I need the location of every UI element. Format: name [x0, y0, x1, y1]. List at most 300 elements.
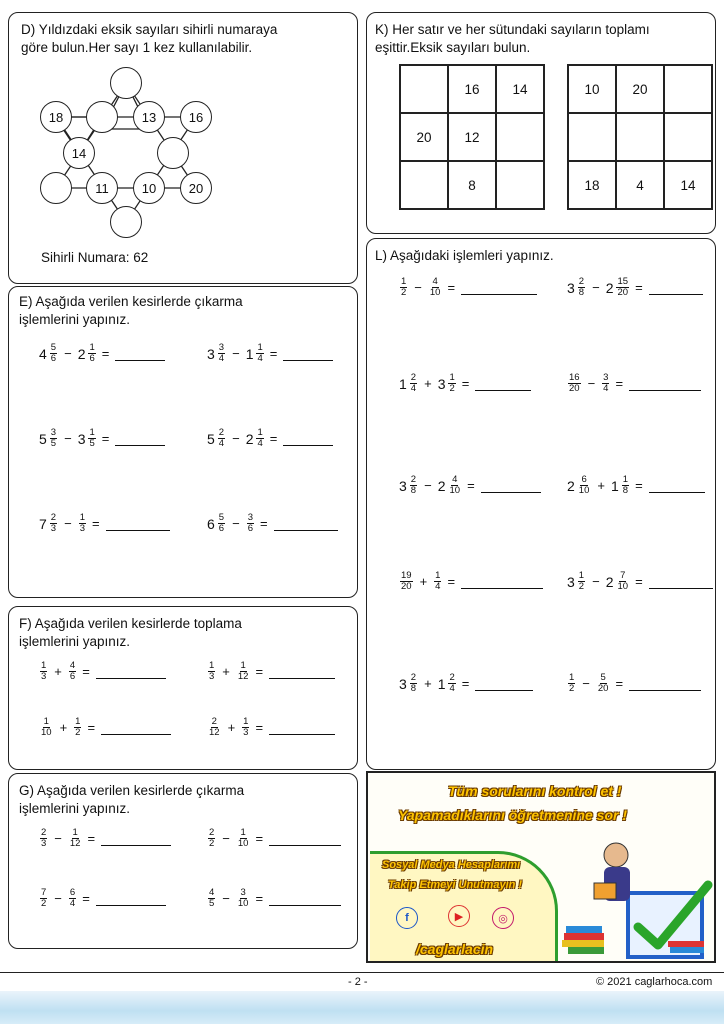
numerator: 6 — [581, 474, 587, 485]
grid-cell — [568, 113, 616, 161]
denominator: 8 — [578, 287, 585, 298]
panel-g-title: G) Aşağıda verilen kesirlerde çıkarma işlemlerini yapınız. — [19, 783, 245, 816]
fraction-problem — [567, 373, 701, 394]
operator: − — [592, 280, 600, 295]
whole-part: 5 — [207, 430, 215, 447]
social-handle[interactable]: /caglarlacin — [416, 941, 494, 957]
fraction — [448, 673, 455, 694]
numerator: 19 — [401, 570, 412, 581]
numerator: 2 — [211, 716, 217, 727]
fraction — [242, 717, 249, 738]
mixed-number — [428, 277, 443, 298]
mixed-number — [567, 673, 576, 694]
equals-sign: = — [101, 346, 110, 361]
answer-blank[interactable] — [269, 720, 335, 735]
fraction — [40, 717, 53, 738]
mixed-number — [611, 475, 630, 496]
equals-sign: = — [635, 574, 643, 589]
mixed-number — [39, 428, 58, 449]
magic-square-2 — [567, 64, 713, 210]
mixed-number — [399, 475, 418, 496]
operator: − — [587, 376, 596, 391]
facebook-icon[interactable]: f — [396, 907, 418, 929]
denominator: 12 — [209, 727, 220, 738]
star-node — [157, 137, 189, 169]
numerator: 7 — [41, 887, 47, 898]
whole-part: 2 — [605, 279, 614, 296]
mixed-number — [78, 428, 97, 449]
denominator: 2 — [569, 683, 575, 694]
numerator: 1 — [449, 372, 455, 383]
star-node: 14 — [63, 137, 95, 169]
grid-cell — [616, 113, 664, 161]
operator: − — [232, 431, 240, 446]
answer-blank[interactable] — [269, 891, 341, 906]
fraction-problem — [207, 717, 335, 738]
denominator: 2 — [209, 838, 215, 849]
answer-blank[interactable] — [96, 664, 166, 679]
equals-sign: = — [82, 891, 90, 906]
mixed-number — [73, 717, 82, 738]
mixed-number — [433, 571, 442, 592]
fraction — [616, 571, 629, 592]
mixed-number — [39, 717, 54, 738]
denominator: 6 — [89, 353, 95, 364]
fraction-problem — [207, 428, 333, 449]
fraction — [208, 888, 215, 909]
denominator: 3 — [50, 523, 57, 534]
whole-part: 5 — [39, 430, 47, 447]
fraction — [578, 571, 585, 592]
footer-decoration — [0, 991, 724, 1024]
mixed-number — [399, 571, 414, 592]
numerator: 3 — [218, 342, 225, 353]
denominator: 3 — [209, 671, 215, 682]
fraction-problem — [39, 828, 171, 849]
numerator: 2 — [50, 512, 57, 523]
mixed-number — [601, 373, 610, 394]
answer-blank[interactable] — [481, 478, 541, 493]
mixed-number — [207, 428, 226, 449]
denominator: 4 — [218, 438, 225, 449]
whole-part: 1 — [399, 375, 407, 392]
whole-part: 3 — [399, 477, 407, 494]
denominator: 8 — [410, 683, 417, 694]
fraction — [208, 661, 215, 682]
fraction — [622, 475, 629, 496]
numerator: 1 — [240, 827, 246, 838]
equals-sign: = — [269, 346, 278, 361]
fraction-problem — [39, 428, 165, 449]
fraction — [400, 571, 413, 592]
answer-blank[interactable] — [283, 431, 333, 446]
fraction — [400, 277, 407, 298]
fraction — [50, 513, 57, 534]
mixed-number — [39, 888, 48, 909]
denominator: 6 — [247, 523, 253, 534]
denominator: 12 — [69, 838, 81, 849]
denominator: 4 — [603, 383, 609, 394]
fraction — [247, 513, 254, 534]
operator: − — [64, 516, 72, 531]
whole-part: 2 — [245, 430, 254, 447]
fraction — [79, 513, 86, 534]
denominator: 2 — [449, 383, 455, 394]
mixed-number — [207, 513, 226, 534]
fraction-problem — [207, 661, 335, 682]
denominator: 8 — [622, 485, 629, 496]
numerator: 5 — [218, 512, 225, 523]
equals-sign: = — [447, 574, 456, 589]
operator: − — [64, 346, 72, 361]
fraction-problem — [399, 277, 537, 298]
denominator: 5 — [209, 898, 215, 909]
numerator: 1 — [72, 827, 78, 838]
fraction — [568, 673, 575, 694]
whole-part: 2 — [437, 477, 446, 494]
denominator: 4 — [410, 383, 417, 394]
equals-sign: = — [255, 831, 264, 846]
denominator: 5 — [89, 438, 95, 449]
answer-blank[interactable] — [115, 431, 165, 446]
fraction-problem — [39, 513, 170, 534]
panel-e-title: E) Aşağıda verilen kesirlerde çıkarma işlemlerini yapınız. — [19, 294, 243, 327]
mixed-number — [39, 513, 58, 534]
denominator: 10 — [237, 838, 249, 849]
answer-blank[interactable] — [269, 664, 335, 679]
fraction — [50, 343, 57, 364]
fraction — [602, 373, 609, 394]
denominator: 3 — [79, 523, 85, 534]
star-node: 13 — [133, 101, 165, 133]
denominator: 2 — [578, 581, 585, 592]
answer-blank[interactable] — [96, 891, 166, 906]
panel-l-title: L) Aşağıdaki işlemleri yapınız. — [375, 248, 554, 263]
equals-sign: = — [635, 478, 643, 493]
grid-cell — [496, 161, 544, 209]
numerator: 4 — [209, 887, 215, 898]
numerator: 2 — [449, 672, 455, 683]
equals-sign: = — [259, 516, 268, 531]
numerator: 4 — [69, 660, 76, 671]
answer-blank[interactable] — [649, 280, 703, 295]
star-node: 18 — [40, 101, 72, 133]
fraction — [237, 828, 250, 849]
panel-k-title: K) Her satır ve her sütundaki sayıların toplamı eşittir.Eksik sayıları bulun. — [375, 22, 650, 55]
numerator: 1 — [43, 716, 49, 727]
panel-d — [8, 12, 358, 284]
mixed-number — [438, 673, 457, 694]
numerator: 15 — [617, 276, 629, 287]
star-node: 20 — [180, 172, 212, 204]
numerator: 3 — [240, 887, 246, 898]
mixed-number — [246, 343, 265, 364]
answer-blank[interactable] — [649, 574, 713, 589]
grid-cell: 16 — [448, 65, 496, 113]
equals-sign: = — [635, 280, 643, 295]
equals-sign: = — [269, 431, 278, 446]
numerator: 5 — [50, 342, 57, 353]
grid-cell: 20 — [616, 65, 664, 113]
equals-sign: = — [447, 280, 456, 295]
operator: − — [222, 891, 230, 906]
denominator: 20 — [617, 287, 629, 298]
numerator: 16 — [569, 372, 580, 383]
mixed-number — [68, 661, 77, 682]
grid-cell: 14 — [664, 161, 712, 209]
answer-blank[interactable] — [461, 280, 537, 295]
mixed-number — [78, 513, 87, 534]
numerator: 1 — [257, 427, 263, 438]
mixed-number — [399, 277, 408, 298]
numerator: 3 — [50, 427, 57, 438]
answer-blank[interactable] — [274, 516, 338, 531]
fraction-problem — [207, 888, 341, 909]
fraction-problem — [39, 717, 171, 738]
mixed-number — [438, 373, 457, 394]
answer-blank[interactable] — [629, 376, 701, 391]
operator: − — [582, 676, 590, 691]
answer-blank[interactable] — [101, 720, 171, 735]
mixed-number — [246, 428, 265, 449]
operator: + — [54, 664, 62, 679]
denominator: 4 — [449, 683, 455, 694]
fraction-problem — [567, 475, 705, 496]
panel-l — [366, 238, 716, 770]
fraction — [410, 673, 417, 694]
numerator: 2 — [218, 427, 225, 438]
footer-rule — [0, 972, 724, 973]
star-node — [40, 172, 72, 204]
fraction — [237, 661, 250, 682]
denominator: 12 — [237, 671, 249, 682]
answer-blank[interactable] — [106, 516, 170, 531]
answer-blank[interactable] — [283, 346, 333, 361]
promo-banner — [366, 771, 716, 963]
numerator: 1 — [435, 570, 441, 581]
numerator: 1 — [240, 660, 246, 671]
denominator: 6 — [218, 523, 225, 534]
mixed-number — [236, 661, 251, 682]
fraction — [256, 343, 263, 364]
denominator: 20 — [569, 383, 580, 394]
mixed-number — [207, 717, 222, 738]
fraction — [410, 373, 417, 394]
mixed-number — [207, 343, 226, 364]
fraction — [40, 661, 47, 682]
answer-blank[interactable] — [115, 346, 165, 361]
mixed-number — [596, 673, 611, 694]
whole-part: 3 — [567, 279, 575, 296]
fraction — [88, 428, 95, 449]
grid-cell: 4 — [616, 161, 664, 209]
fraction — [410, 475, 417, 496]
answer-blank[interactable] — [629, 676, 701, 691]
social-line-2: Takip Etmeyi Unutmayın ! — [388, 879, 523, 891]
mixed-number — [68, 888, 77, 909]
denominator: 4 — [69, 898, 76, 909]
mixed-number — [39, 828, 48, 849]
equals-sign: = — [467, 478, 475, 493]
star-node: 16 — [180, 101, 212, 133]
denominator: 10 — [429, 287, 441, 298]
numerator: 2 — [41, 827, 47, 838]
denominator: 2 — [41, 898, 47, 909]
equals-sign: = — [255, 664, 264, 679]
equals-sign: = — [615, 676, 624, 691]
numerator: 1 — [243, 716, 249, 727]
answer-blank[interactable] — [475, 676, 533, 691]
whole-part: 3 — [567, 573, 575, 590]
star-node — [110, 206, 142, 238]
operator: + — [424, 676, 432, 691]
mixed-number — [399, 373, 418, 394]
mixed-number — [241, 717, 250, 738]
operator: − — [64, 431, 72, 446]
numerator: 2 — [410, 372, 417, 383]
numerator: 2 — [410, 474, 417, 485]
panel-g — [8, 773, 358, 949]
numerator: 2 — [578, 276, 585, 287]
numerator: 1 — [578, 570, 585, 581]
equals-sign: = — [87, 831, 96, 846]
mixed-number — [39, 661, 48, 682]
equals-sign: = — [101, 431, 110, 446]
mixed-number — [606, 571, 630, 592]
fraction — [429, 277, 442, 298]
operator: − — [232, 346, 240, 361]
numerator: 1 — [89, 427, 95, 438]
whole-part: 2 — [605, 573, 614, 590]
operator: + — [222, 664, 230, 679]
grid-cell: 8 — [448, 161, 496, 209]
answer-blank[interactable] — [649, 478, 705, 493]
fraction-problem — [399, 373, 531, 394]
operator: + — [227, 720, 236, 735]
numerator: 1 — [75, 716, 81, 727]
mixed-number — [567, 475, 591, 496]
fraction-problem — [207, 343, 333, 364]
answer-blank[interactable] — [269, 831, 341, 846]
panel-f — [8, 606, 358, 770]
grid-cell: 10 — [568, 65, 616, 113]
whole-part: 7 — [39, 515, 47, 532]
fraction — [69, 828, 82, 849]
fraction — [237, 888, 250, 909]
operator: − — [232, 516, 240, 531]
mixed-number — [438, 475, 462, 496]
mixed-number — [207, 888, 216, 909]
equals-sign: = — [461, 376, 470, 391]
numerator: 6 — [69, 887, 76, 898]
whole-part: 3 — [207, 345, 215, 362]
star-node — [110, 67, 142, 99]
answer-blank[interactable] — [475, 376, 531, 391]
numerator: 7 — [620, 570, 626, 581]
magic-number-label: Sihirli Numara: 62 — [41, 250, 149, 265]
whole-part: 1 — [245, 345, 254, 362]
numerator: 1 — [569, 672, 575, 683]
fraction — [616, 277, 629, 298]
numerator: 2 — [410, 672, 417, 683]
whole-part: 2 — [567, 477, 575, 494]
fraction-problem — [399, 475, 541, 496]
denominator: 4 — [435, 581, 441, 592]
equals-sign: = — [87, 720, 96, 735]
numerator: 4 — [432, 276, 438, 287]
answer-blank[interactable] — [461, 574, 543, 589]
numerator: 1 — [89, 342, 95, 353]
fraction — [40, 828, 47, 849]
grid-cell — [400, 161, 448, 209]
fraction-problem — [207, 513, 338, 534]
star-node — [86, 101, 118, 133]
mixed-number — [567, 571, 586, 592]
fraction-problem — [39, 343, 165, 364]
fraction-problem — [567, 571, 713, 592]
numerator: 1 — [41, 660, 47, 671]
operator: − — [222, 831, 230, 846]
teacher-illustration — [558, 833, 714, 963]
operator: + — [59, 720, 68, 735]
answer-blank[interactable] — [101, 831, 171, 846]
grid-cell: 14 — [496, 65, 544, 113]
fraction-problem — [399, 673, 533, 694]
numerator: 3 — [247, 512, 253, 523]
denominator: 2 — [75, 727, 81, 738]
fraction-problem — [39, 661, 166, 682]
mixed-number — [246, 513, 255, 534]
fraction — [434, 571, 441, 592]
fraction — [40, 888, 47, 909]
fraction — [256, 428, 263, 449]
fraction — [448, 373, 455, 394]
denominator: 4 — [257, 353, 263, 364]
mixed-number — [236, 888, 251, 909]
youtube-icon[interactable]: ▶ — [448, 905, 470, 927]
denominator: 10 — [41, 727, 52, 738]
panel-f-title: F) Aşağıda verilen kesirlerde toplama işlemlerini yapınız. — [19, 616, 242, 649]
grid-cell — [496, 113, 544, 161]
denominator: 6 — [69, 671, 76, 682]
mixed-number — [207, 661, 216, 682]
mixed-number — [68, 828, 83, 849]
mixed-number — [78, 343, 97, 364]
banner-line-1: Tüm sorularını kontrol et ! — [448, 783, 622, 799]
magic-square-1 — [399, 64, 545, 210]
grid-cell — [400, 65, 448, 113]
numerator: 3 — [603, 372, 609, 383]
denominator: 20 — [401, 581, 412, 592]
numerator: 4 — [452, 474, 458, 485]
numerator: 2 — [209, 827, 215, 838]
instagram-icon[interactable]: ◎ — [492, 907, 514, 929]
fraction — [208, 717, 221, 738]
fraction — [50, 428, 57, 449]
mixed-number — [39, 343, 58, 364]
equals-sign: = — [255, 891, 264, 906]
denominator: 2 — [401, 287, 407, 298]
banner-line-2: Yapamadıklarını öğretmenine sor ! — [398, 807, 627, 823]
fraction — [208, 828, 215, 849]
denominator: 6 — [50, 353, 57, 364]
equals-sign: = — [255, 720, 264, 735]
equals-sign: = — [615, 376, 624, 391]
equals-sign: = — [91, 516, 100, 531]
numerator: 1 — [257, 342, 263, 353]
fraction-problem — [39, 888, 166, 909]
mixed-number — [207, 828, 216, 849]
